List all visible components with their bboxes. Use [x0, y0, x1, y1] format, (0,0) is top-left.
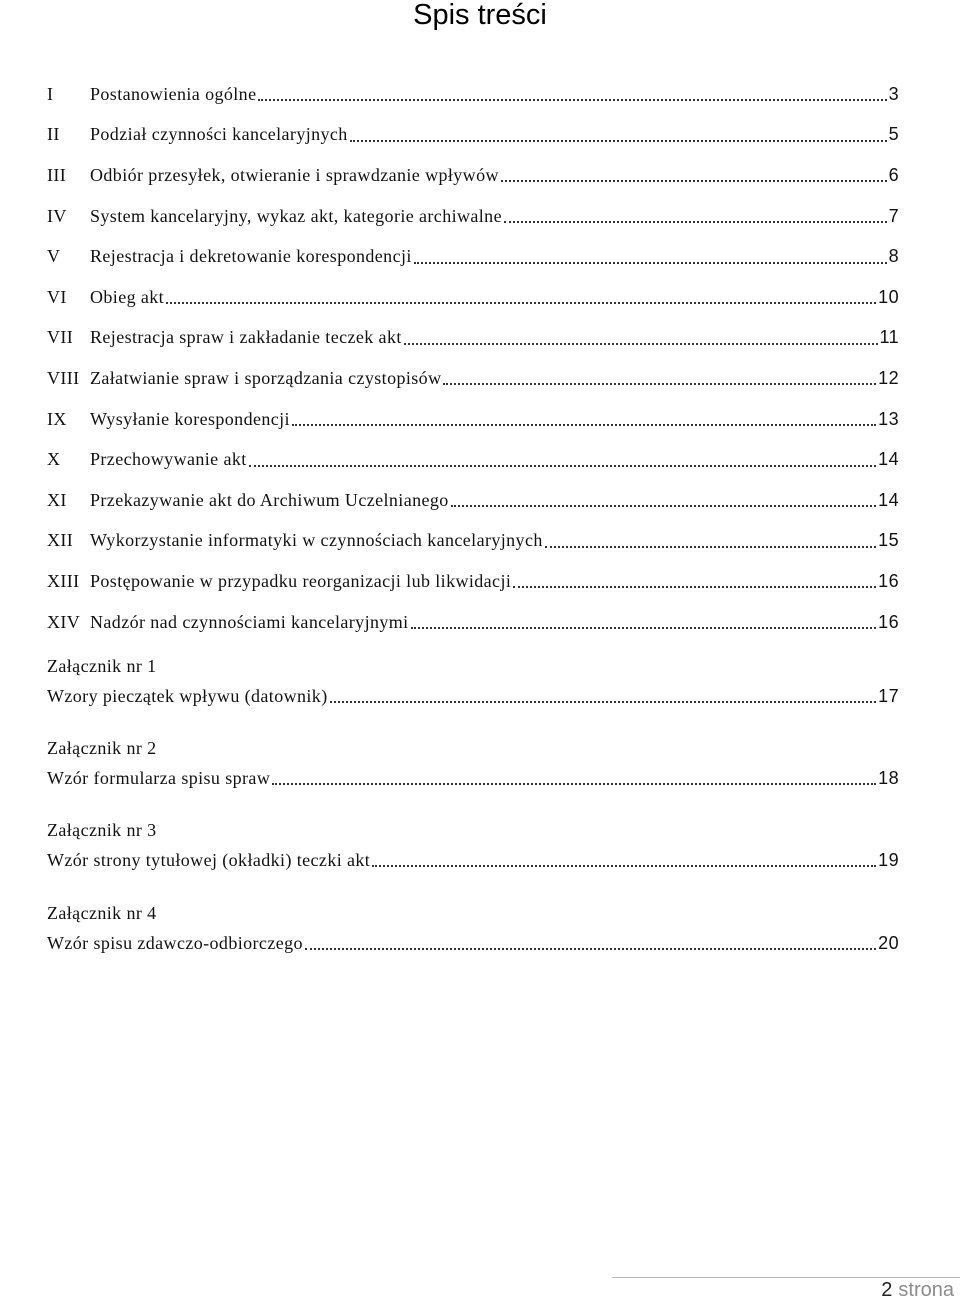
- page-number: 14: [878, 449, 899, 470]
- dot-leader: [545, 546, 876, 548]
- toc-entry[interactable]: [47, 602, 899, 643]
- footer-divider: [612, 1277, 960, 1278]
- page-number: 7: [888, 205, 899, 226]
- page-number: 16: [878, 611, 899, 632]
- section-title: Postępowanie w przypadku reorganizacji lub likwidacji: [90, 570, 512, 591]
- page-number: 5: [888, 124, 899, 145]
- toc-entry[interactable]: [47, 680, 899, 712]
- section-number: XIII: [47, 570, 80, 591]
- dot-leader: [443, 383, 876, 385]
- section-number: V: [47, 246, 61, 267]
- section-number: VI: [47, 286, 67, 307]
- dot-leader: [404, 343, 878, 345]
- dot-leader: [414, 262, 887, 264]
- annex-title: Wzory pieczątek wpływu (datownik): [47, 685, 328, 706]
- dot-leader: [501, 180, 887, 182]
- toc-entry[interactable]: [47, 236, 899, 277]
- section-number: III: [47, 164, 67, 185]
- section-title: Podział czynności kancelaryjnych: [90, 124, 348, 145]
- section-number: I: [47, 83, 54, 104]
- dot-leader: [330, 701, 877, 703]
- section-number: X: [47, 449, 61, 470]
- annex-heading: Załącznik nr 2: [47, 738, 157, 758]
- section-title: Załatwianie spraw i sporządzania czystopisów: [90, 367, 442, 388]
- page-number: 18: [878, 767, 899, 788]
- section-title: Wykorzystanie informatyki w czynnościach kancelaryjnych: [90, 530, 543, 551]
- dot-leader: [249, 465, 877, 467]
- section-title: Przechowywanie akt: [90, 449, 247, 470]
- dot-leader: [258, 99, 886, 101]
- page-number: 10: [878, 286, 899, 307]
- page-number: 19: [878, 849, 899, 870]
- dot-leader: [451, 505, 877, 507]
- page-number: 6: [888, 164, 899, 185]
- annex-title: Wzór formularza spisu spraw: [47, 767, 271, 788]
- annex-title: Wzór strony tytułowej (okładki) teczki akt: [47, 849, 371, 870]
- section-title: Przekazywanie akt do Archiwum Uczelnianego: [90, 489, 449, 510]
- annex-title: Wzór spisu zdawczo-odbiorczego: [47, 932, 303, 953]
- toc-entry[interactable]: [47, 844, 899, 876]
- dot-leader: [305, 948, 876, 950]
- dot-leader: [292, 424, 876, 426]
- annex-entry: [47, 652, 899, 712]
- toc-entry[interactable]: [47, 115, 899, 156]
- toc-entry[interactable]: [47, 521, 899, 562]
- toc-entry[interactable]: [47, 480, 899, 521]
- section-number: IX: [47, 408, 67, 429]
- page-number: 3: [888, 83, 899, 104]
- page-number: 12: [878, 367, 899, 388]
- section-title: Rejestracja spraw i zakładanie teczek akt: [90, 327, 402, 348]
- toc-entry[interactable]: [47, 399, 899, 440]
- toc-entry[interactable]: [47, 561, 899, 602]
- dot-leader: [350, 140, 887, 142]
- dot-leader: [272, 783, 876, 785]
- section-title: Postanowienia ogólne: [90, 83, 257, 104]
- page-title: Spis treści: [413, 0, 547, 31]
- toc-entry[interactable]: [47, 762, 899, 794]
- section-number: II: [47, 124, 60, 145]
- section-number: XI: [47, 489, 67, 510]
- page-number: 13: [878, 408, 899, 429]
- toc-entry[interactable]: [47, 277, 899, 318]
- page-number: 17: [878, 685, 899, 706]
- annex-entry: [47, 816, 899, 876]
- page-number: 15: [878, 530, 899, 551]
- section-title: Nadzór nad czynnościami kancelaryjnymi: [90, 611, 409, 632]
- annex-heading: Załącznik nr 1: [47, 656, 157, 676]
- toc-entry[interactable]: [47, 439, 899, 480]
- page-number: 20: [878, 932, 899, 953]
- section-number: VIII: [47, 367, 80, 388]
- page-number: 14: [878, 489, 899, 510]
- footer-page-number: 2: [881, 1279, 893, 1301]
- dot-leader: [166, 302, 876, 304]
- annex-heading: Załącznik nr 4: [47, 903, 157, 923]
- toc-entry[interactable]: [47, 74, 899, 115]
- annex-heading: Załącznik nr 3: [47, 820, 157, 840]
- section-number: XII: [47, 530, 74, 551]
- section-number: XIV: [47, 611, 81, 632]
- section-title: Obieg akt: [90, 286, 165, 307]
- section-title: Rejestracja i dekretowanie korespondencji: [90, 246, 412, 267]
- page-number: 8: [888, 246, 899, 267]
- toc-entry[interactable]: [47, 196, 899, 237]
- section-title: System kancelaryjny, wykaz akt, kategorie archiwalne: [90, 205, 502, 226]
- toc-entry[interactable]: [47, 155, 899, 196]
- page-number: 16: [878, 570, 899, 591]
- page-footer: [881, 1279, 954, 1302]
- dot-leader: [411, 627, 877, 629]
- dot-leader: [504, 221, 887, 223]
- footer-page-word: strona: [898, 1279, 954, 1301]
- dot-leader: [372, 865, 876, 867]
- toc-entry[interactable]: [47, 358, 899, 399]
- section-title: Odbiór przesyłek, otwieranie i sprawdzanie wpływów: [90, 164, 499, 185]
- section-title: Wysyłanie korespondencji: [90, 408, 290, 429]
- annex-entry: [47, 899, 899, 959]
- toc-entry[interactable]: [47, 927, 899, 959]
- table-of-contents: [47, 74, 899, 642]
- toc-entry[interactable]: [47, 318, 899, 359]
- section-number: IV: [47, 205, 67, 226]
- section-number: VII: [47, 327, 74, 348]
- dot-leader: [513, 586, 876, 588]
- page-number: 11: [879, 327, 899, 348]
- annex-entry: [47, 734, 899, 794]
